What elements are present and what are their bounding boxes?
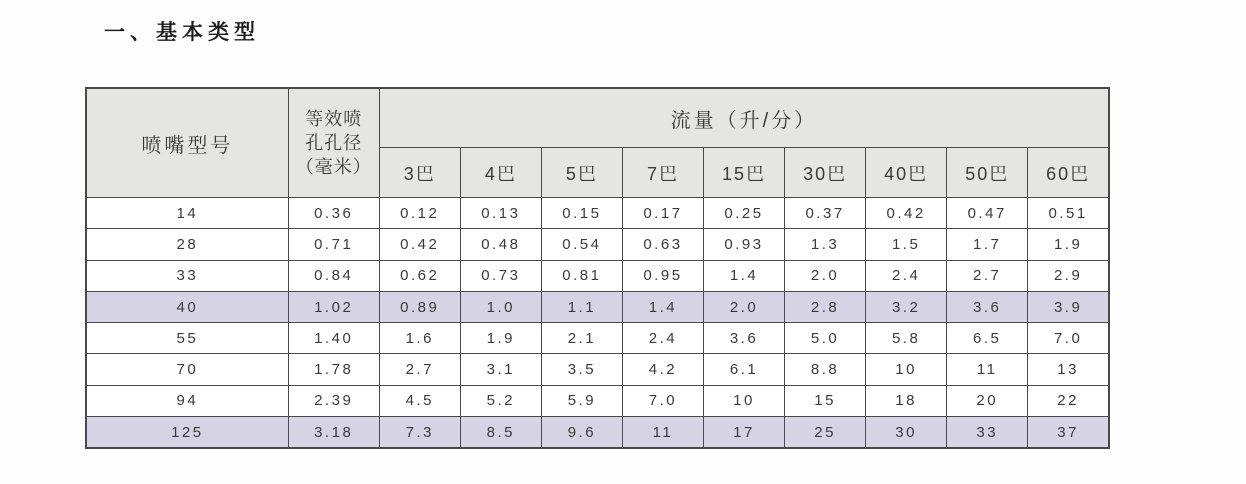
flow-cell: 0.81 xyxy=(541,260,622,291)
flow-group-header: 流量（升/分） xyxy=(379,88,1109,148)
flow-cell: 1.3 xyxy=(785,229,866,260)
diameter-cell: 3.18 xyxy=(288,417,379,449)
flow-cell: 0.73 xyxy=(460,260,541,291)
flow-cell: 1.4 xyxy=(703,260,784,291)
model-cell: 33 xyxy=(86,260,288,291)
flow-cell: 15 xyxy=(785,385,866,416)
flow-cell: 5.0 xyxy=(785,323,866,354)
flow-cell: 1.1 xyxy=(541,291,622,322)
pressure-header-50bar: 50巴 xyxy=(947,148,1028,198)
flow-cell: 5.2 xyxy=(460,385,541,416)
model-cell: 70 xyxy=(86,354,288,385)
flow-cell: 0.93 xyxy=(703,229,784,260)
flow-cell: 25 xyxy=(785,417,866,449)
table-row xyxy=(86,198,1109,229)
table-row xyxy=(86,229,1109,260)
table-row-highlighted xyxy=(86,417,1109,449)
flow-cell: 0.42 xyxy=(379,229,460,260)
flow-cell: 2.1 xyxy=(541,323,622,354)
flow-cell: 33 xyxy=(947,417,1028,449)
model-column-header: 喷嘴型号 xyxy=(86,88,288,198)
page-title: 一、基本类型 xyxy=(104,21,260,44)
flow-cell: 0.15 xyxy=(541,198,622,229)
flow-cell: 4.5 xyxy=(379,385,460,416)
flow-cell: 11 xyxy=(622,417,703,449)
pressure-header-4bar: 4巴 xyxy=(460,148,541,198)
pressure-header-15bar: 15巴 xyxy=(703,148,784,198)
flow-cell: 1.7 xyxy=(947,229,1028,260)
flow-cell: 3.9 xyxy=(1028,291,1109,322)
flow-cell: 3.1 xyxy=(460,354,541,385)
flow-cell: 0.89 xyxy=(379,291,460,322)
flow-cell: 4.2 xyxy=(622,354,703,385)
flow-cell: 5.8 xyxy=(866,323,947,354)
flow-cell: 2.0 xyxy=(703,291,784,322)
header-row-group xyxy=(86,88,1109,148)
flow-cell: 3.6 xyxy=(947,291,1028,322)
flow-cell: 2.9 xyxy=(1028,260,1109,291)
table-row xyxy=(86,385,1109,416)
diameter-cell: 0.36 xyxy=(288,198,379,229)
flow-cell: 13 xyxy=(1028,354,1109,385)
flow-cell: 8.8 xyxy=(785,354,866,385)
flow-cell: 20 xyxy=(947,385,1028,416)
diameter-column-header xyxy=(288,88,379,198)
flow-cell: 7.0 xyxy=(1028,323,1109,354)
flow-cell: 0.63 xyxy=(622,229,703,260)
flow-cell: 1.6 xyxy=(379,323,460,354)
flow-cell: 9.6 xyxy=(541,417,622,449)
model-cell: 14 xyxy=(86,198,288,229)
diameter-header-line: （毫米） xyxy=(295,157,372,178)
flow-cell: 3.5 xyxy=(541,354,622,385)
flow-cell: 6.5 xyxy=(947,323,1028,354)
pressure-header-5bar: 5巴 xyxy=(541,148,622,198)
flow-cell: 2.8 xyxy=(785,291,866,322)
pressure-header-40bar: 40巴 xyxy=(866,148,947,198)
flow-cell: 2.4 xyxy=(622,323,703,354)
diameter-cell: 2.39 xyxy=(288,385,379,416)
flow-cell: 6.1 xyxy=(703,354,784,385)
table-row xyxy=(86,354,1109,385)
pressure-header-30bar: 30巴 xyxy=(785,148,866,198)
flow-cell: 3.6 xyxy=(703,323,784,354)
model-cell: 125 xyxy=(86,417,288,449)
flow-cell: 0.95 xyxy=(622,260,703,291)
flow-cell: 0.62 xyxy=(379,260,460,291)
flow-cell: 0.17 xyxy=(622,198,703,229)
flow-cell: 10 xyxy=(703,385,784,416)
diameter-cell: 1.40 xyxy=(288,323,379,354)
flow-cell: 0.42 xyxy=(866,198,947,229)
diameter-cell: 1.78 xyxy=(288,354,379,385)
flow-cell: 10 xyxy=(866,354,947,385)
flow-cell: 1.5 xyxy=(866,229,947,260)
diameter-cell: 0.71 xyxy=(288,229,379,260)
flow-cell: 17 xyxy=(703,417,784,449)
flow-cell: 3.2 xyxy=(866,291,947,322)
flow-cell: 22 xyxy=(1028,385,1109,416)
flow-cell: 7.3 xyxy=(379,417,460,449)
diameter-header-line: 等效喷 xyxy=(305,108,363,129)
flow-cell: 0.47 xyxy=(947,198,1028,229)
diameter-cell: 1.02 xyxy=(288,291,379,322)
flow-cell: 18 xyxy=(866,385,947,416)
flow-cell: 2.4 xyxy=(866,260,947,291)
flow-cell: 0.51 xyxy=(1028,198,1109,229)
flow-cell: 0.13 xyxy=(460,198,541,229)
pressure-header-7bar: 7巴 xyxy=(622,148,703,198)
flow-cell: 1.4 xyxy=(622,291,703,322)
flow-cell: 1.0 xyxy=(460,291,541,322)
model-cell: 28 xyxy=(86,229,288,260)
pressure-header-3bar: 3巴 xyxy=(379,148,460,198)
flow-cell: 0.12 xyxy=(379,198,460,229)
table-row-highlighted xyxy=(86,291,1109,322)
flow-cell: 8.5 xyxy=(460,417,541,449)
pressure-header-60bar: 60巴 xyxy=(1028,148,1109,198)
table-row xyxy=(86,323,1109,354)
nozzle-flow-table xyxy=(85,87,1110,449)
diameter-cell: 0.84 xyxy=(288,260,379,291)
flow-cell: 0.48 xyxy=(460,229,541,260)
flow-cell: 37 xyxy=(1028,417,1109,449)
flow-cell: 0.37 xyxy=(785,198,866,229)
flow-cell: 11 xyxy=(947,354,1028,385)
flow-cell: 0.54 xyxy=(541,229,622,260)
flow-cell: 5.9 xyxy=(541,385,622,416)
model-cell: 40 xyxy=(86,291,288,322)
flow-cell: 0.25 xyxy=(703,198,784,229)
flow-cell: 1.9 xyxy=(1028,229,1109,260)
flow-cell: 7.0 xyxy=(622,385,703,416)
flow-cell: 2.0 xyxy=(785,260,866,291)
flow-cell: 2.7 xyxy=(379,354,460,385)
flow-cell: 1.9 xyxy=(460,323,541,354)
model-cell: 94 xyxy=(86,385,288,416)
diameter-header-line: 孔孔径 xyxy=(305,132,363,153)
flow-cell: 2.7 xyxy=(947,260,1028,291)
table-row xyxy=(86,260,1109,291)
flow-cell: 30 xyxy=(866,417,947,449)
model-cell: 55 xyxy=(86,323,288,354)
